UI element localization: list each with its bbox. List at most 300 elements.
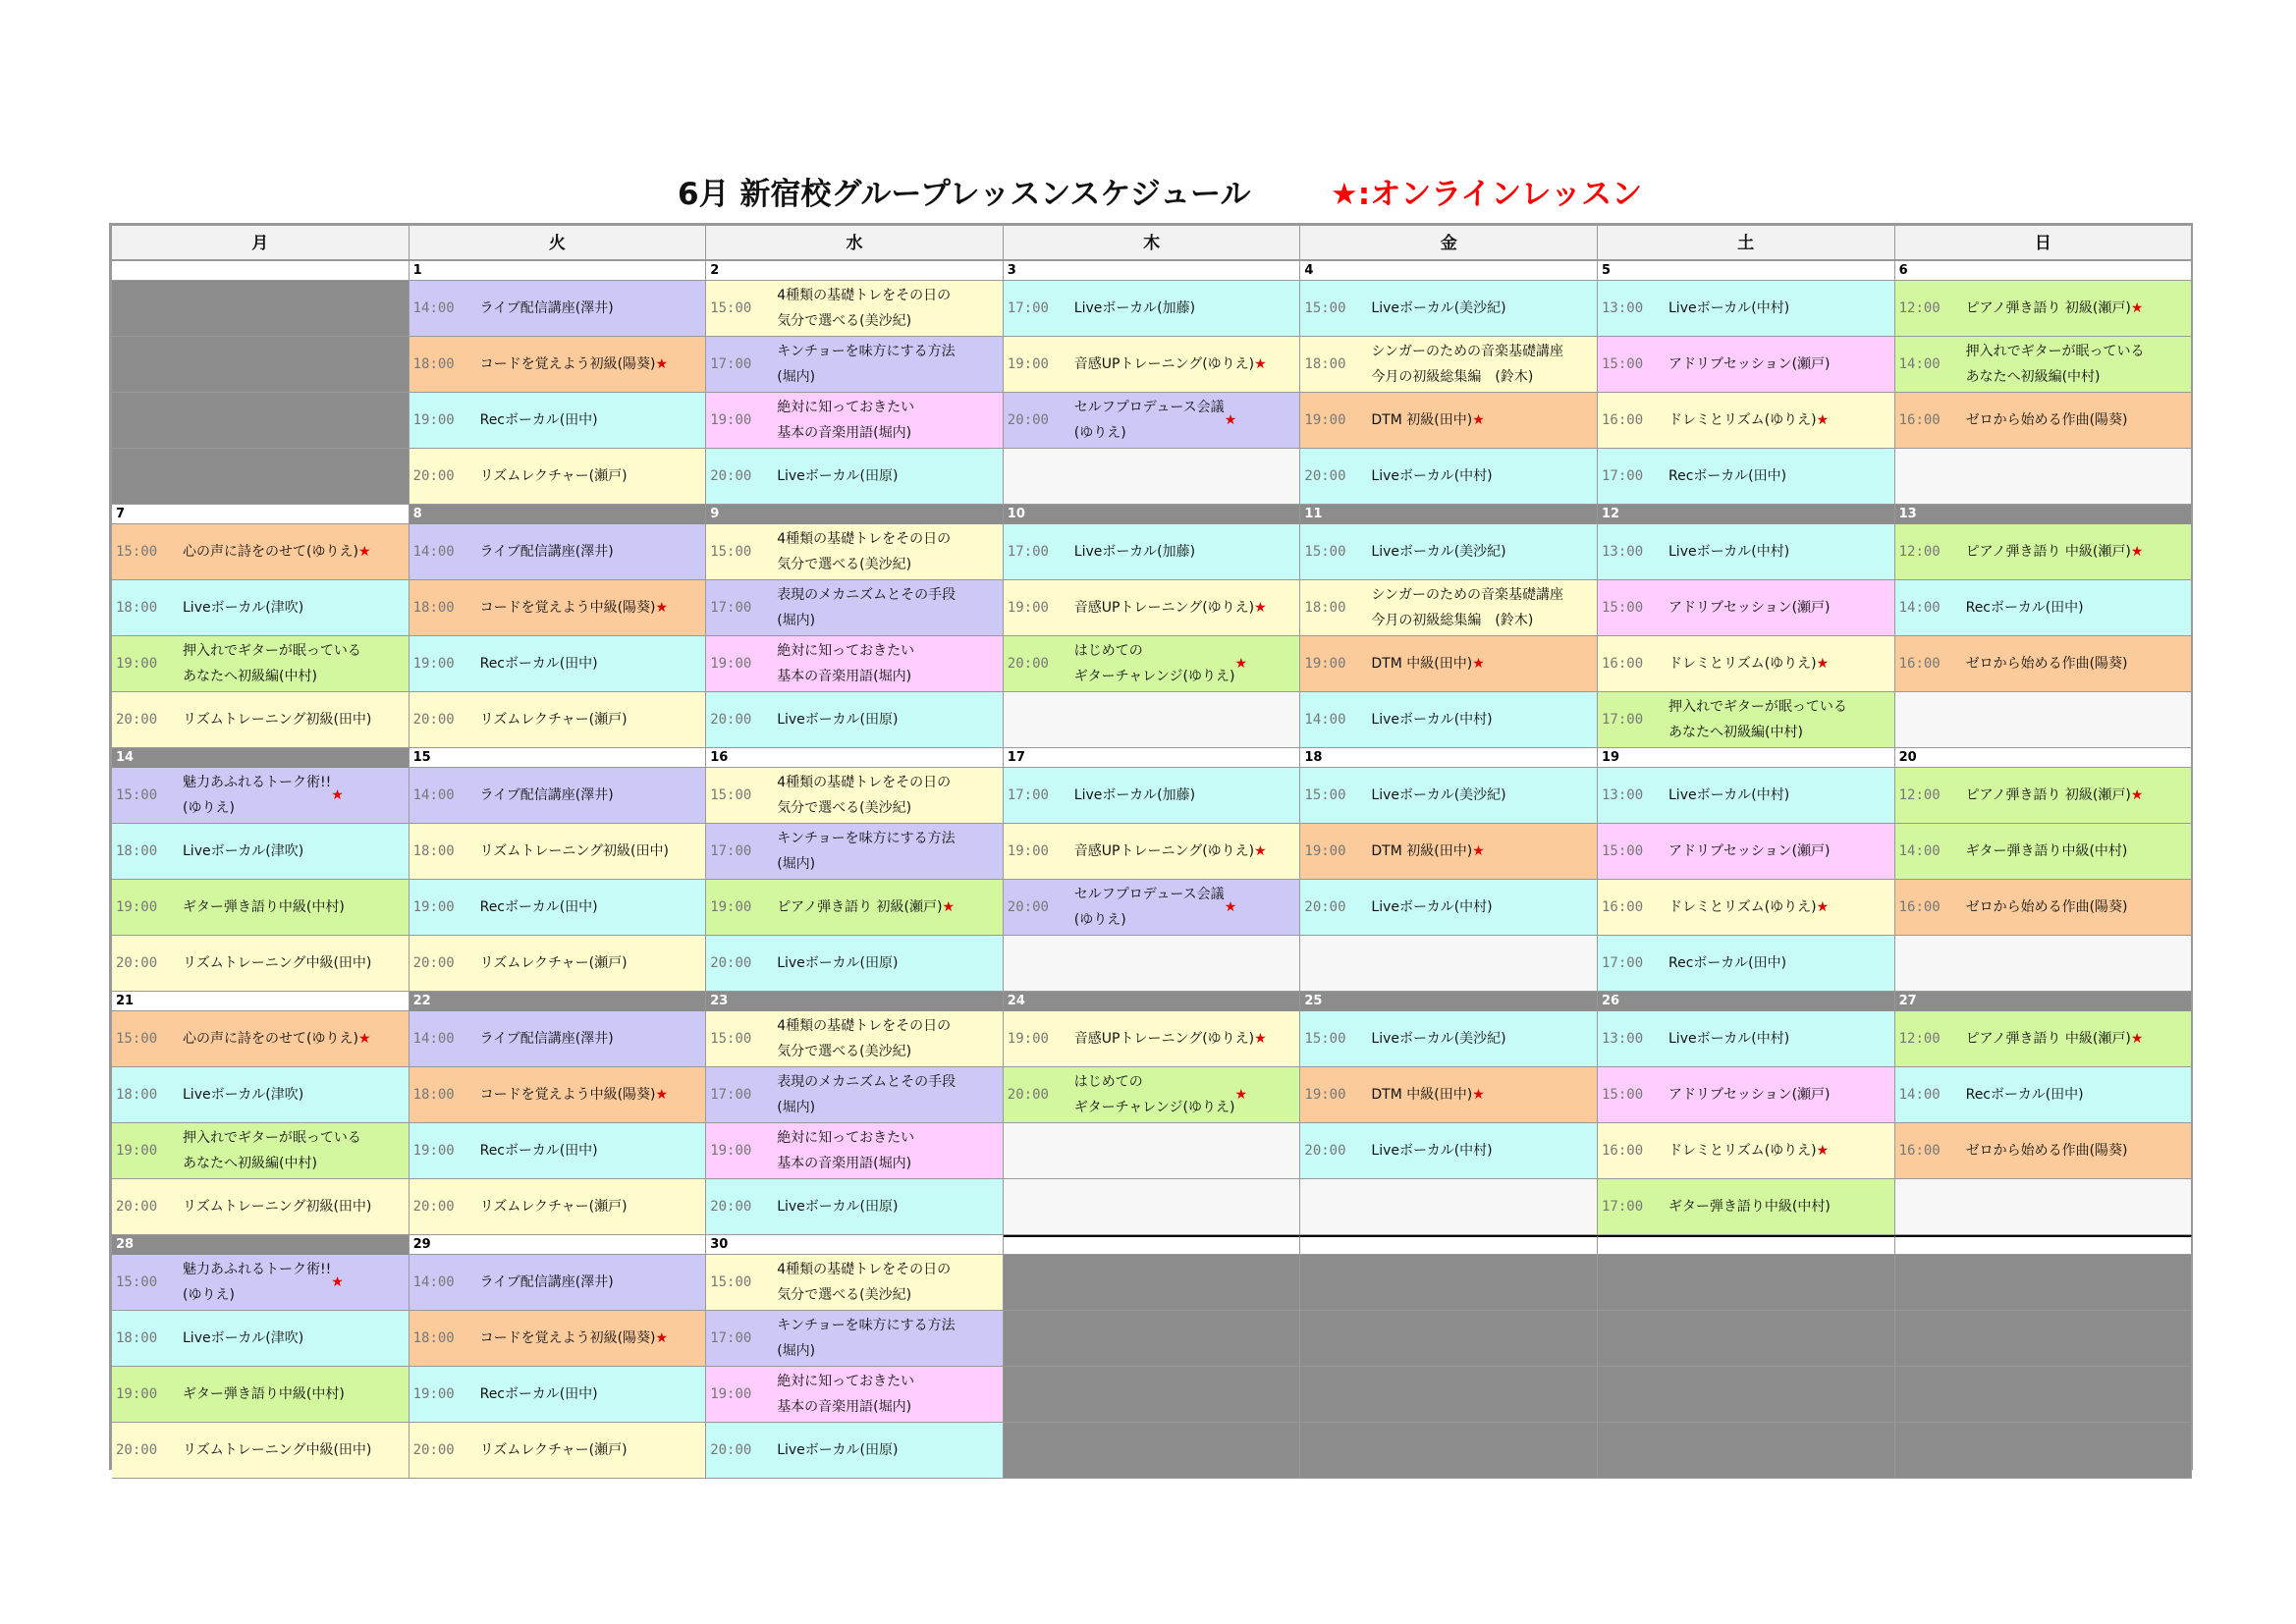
- lesson-time: 13:00: [1602, 1031, 1644, 1047]
- lesson-title: ゼロから始める作曲(陽葵): [1965, 412, 2128, 428]
- lesson-title: ライブ配信講座(澤井): [479, 544, 614, 560]
- lesson-slot: [112, 636, 410, 692]
- lesson-name: [1668, 1011, 1892, 1066]
- lesson-name: [777, 1067, 1001, 1122]
- empty-slot: [1300, 1423, 1598, 1479]
- empty-slot: [1598, 1423, 1895, 1479]
- lesson-name: [480, 768, 704, 823]
- lesson-name: [1668, 524, 1892, 579]
- online-star-icon: ★: [1472, 412, 1485, 428]
- lesson-title: Recボーカル(田中): [479, 899, 598, 915]
- lesson-title: Liveボーカル(中村): [1668, 1031, 1790, 1047]
- lesson-slot: [706, 880, 1004, 936]
- empty-slot: [1895, 1311, 2193, 1367]
- lesson-name: [1371, 281, 1595, 336]
- lesson-title: 押入れでギターが眠っている あなたへ初級編(中村): [1668, 699, 1847, 740]
- lesson-time: 15:00: [710, 1031, 752, 1047]
- lesson-time: 18:00: [116, 1087, 158, 1103]
- lesson-time: 18:00: [116, 843, 158, 859]
- lesson-slot: [706, 1367, 1004, 1423]
- online-star-icon: ★: [1472, 843, 1485, 859]
- empty-slot: [1004, 692, 1301, 748]
- lesson-name: [1668, 880, 1892, 935]
- date-number: 20: [1895, 748, 2193, 768]
- title-bar: [0, 165, 2296, 214]
- lesson-title: Liveボーカル(中村): [1371, 468, 1493, 484]
- lesson-time: 20:00: [1007, 899, 1049, 915]
- lesson-name: [1668, 636, 1892, 691]
- lesson-slot: [706, 936, 1004, 992]
- page-title: 6月 新宿校グループレッスンスケジュール: [678, 177, 1251, 212]
- lesson-slot: [706, 768, 1004, 824]
- lesson-time: 14:00: [412, 300, 455, 316]
- lesson-name: [480, 1011, 704, 1066]
- lesson-title: リズムトレーニング中級(田中): [183, 1442, 372, 1458]
- lesson-slot: [112, 880, 410, 936]
- date-number: [1004, 1235, 1301, 1255]
- lesson-name: [777, 281, 1001, 336]
- date-number: 27: [1895, 992, 2193, 1011]
- lesson-time: 17:00: [1602, 955, 1644, 971]
- lesson-name: [777, 337, 1001, 392]
- lesson-name: [1966, 1067, 2190, 1122]
- lesson-title: ピアノ弾き語り 初級(瀬戸): [1965, 787, 2131, 803]
- online-star-icon: ★: [1816, 899, 1830, 915]
- lesson-slot: [410, 1123, 707, 1179]
- lesson-time: 20:00: [1304, 1143, 1346, 1159]
- lesson-name: [1074, 880, 1298, 935]
- lesson-title: DTM 初級(田中): [1371, 412, 1473, 428]
- lesson-slot: [112, 580, 410, 636]
- schedule-calendar: [109, 223, 2193, 1470]
- lesson-slot: [410, 393, 707, 449]
- lesson-name: [480, 1067, 704, 1122]
- lesson-slot: [1598, 393, 1895, 449]
- lesson-title: 音感UPトレーニング(ゆりえ): [1073, 356, 1255, 372]
- lesson-name: [777, 824, 1001, 879]
- date-number: 7: [112, 505, 410, 524]
- lesson-name: [1371, 580, 1595, 635]
- lesson-name: [1074, 768, 1298, 823]
- lesson-title: ライブ配信講座(澤井): [479, 1031, 614, 1047]
- lesson-name: [183, 1123, 407, 1178]
- lesson-time: 14:00: [412, 1274, 455, 1290]
- lesson-slot: [706, 1011, 1004, 1067]
- lesson-title: Liveボーカル(津吹): [183, 600, 304, 616]
- lesson-time: 20:00: [1007, 1087, 1049, 1103]
- lesson-time: 20:00: [412, 1442, 455, 1458]
- lesson-slot: [1300, 449, 1598, 505]
- lesson-title: ピアノ弾き語り 中級(瀬戸): [1965, 1031, 2131, 1047]
- lesson-name: [183, 636, 407, 691]
- lesson-title: アドリブセッション(瀬戸): [1668, 356, 1831, 372]
- lesson-slot: [410, 692, 707, 748]
- lesson-time: 20:00: [116, 1199, 158, 1215]
- lesson-name: [777, 936, 1001, 991]
- lesson-name: [1668, 1179, 1892, 1234]
- lesson-slot: [1598, 337, 1895, 393]
- lesson-name: [1668, 824, 1892, 879]
- lesson-time: 20:00: [710, 1199, 752, 1215]
- lesson-time: 12:00: [1898, 1031, 1941, 1047]
- lesson-name: [480, 580, 704, 635]
- lesson-title: ピアノ弾き語り 中級(瀬戸): [1965, 544, 2131, 560]
- empty-slot: [1300, 1179, 1598, 1235]
- lesson-title: キンチョーを味方にする方法 (堀内): [777, 831, 956, 872]
- lesson-name: [480, 337, 704, 392]
- lesson-slot: [1598, 1067, 1895, 1123]
- lesson-time: 19:00: [1007, 1031, 1049, 1047]
- lesson-slot: [1598, 580, 1895, 636]
- lesson-time: 16:00: [1602, 656, 1644, 672]
- lesson-title: 押入れでギターが眠っている あなたへ初級編(中村): [183, 1130, 361, 1171]
- lesson-name: [777, 393, 1001, 448]
- lesson-time: 20:00: [710, 468, 752, 484]
- date-number: 18: [1300, 748, 1598, 768]
- lesson-slot: [1598, 1011, 1895, 1067]
- lesson-time: 20:00: [116, 712, 158, 728]
- lesson-name: [777, 1123, 1001, 1178]
- lesson-time: 15:00: [1602, 843, 1644, 859]
- lesson-time: 20:00: [412, 712, 455, 728]
- lesson-slot: [112, 768, 410, 824]
- lesson-slot: [1300, 692, 1598, 748]
- lesson-title: Liveボーカル(中村): [1371, 1143, 1493, 1159]
- lesson-title: Recボーカル(田中): [479, 412, 598, 428]
- lesson-time: 17:00: [1602, 712, 1644, 728]
- lesson-time: 15:00: [1304, 787, 1346, 803]
- lesson-name: [777, 1255, 1001, 1310]
- lesson-name: [1966, 1011, 2190, 1066]
- lesson-time: 18:00: [116, 1330, 158, 1346]
- date-number: 11: [1300, 505, 1598, 524]
- lesson-title: Liveボーカル(田原): [777, 955, 899, 971]
- date-number: 13: [1895, 505, 2193, 524]
- lesson-title: 4種類の基礎トレをその日の 気分で選べる(美沙紀): [777, 775, 952, 816]
- lesson-slot: [1598, 449, 1895, 505]
- lesson-name: [1668, 936, 1892, 991]
- lesson-name: [480, 524, 704, 579]
- online-star-icon: ★: [1816, 412, 1830, 428]
- lesson-time: 14:00: [1898, 843, 1941, 859]
- lesson-title: はじめての ギターチャレンジ(ゆりえ): [1073, 643, 1235, 684]
- lesson-title: Liveボーカル(美沙紀): [1371, 300, 1506, 316]
- empty-slot: [1895, 1367, 2193, 1423]
- online-star-icon: ★: [1254, 843, 1267, 859]
- lesson-name: [1668, 692, 1892, 747]
- lesson-slot: [1004, 337, 1301, 393]
- lesson-title: 4種類の基礎トレをその日の 気分で選べる(美沙紀): [777, 288, 952, 329]
- lesson-title: Liveボーカル(加藤): [1073, 787, 1196, 803]
- lesson-title: リズムレクチャー(瀬戸): [479, 468, 628, 484]
- lesson-slot: [112, 1423, 410, 1479]
- lesson-slot: [410, 1067, 707, 1123]
- lesson-time: 16:00: [1898, 412, 1941, 428]
- empty-slot: [1895, 936, 2193, 992]
- date-number: 22: [410, 992, 707, 1011]
- lesson-time: 15:00: [116, 787, 158, 803]
- lesson-slot: [1004, 636, 1301, 692]
- lesson-name: [1668, 580, 1892, 635]
- date-number: 16: [706, 748, 1004, 768]
- lesson-title: キンチョーを味方にする方法 (堀内): [777, 344, 956, 385]
- lesson-slot: [706, 524, 1004, 580]
- lesson-title: セルフプロデュース会議 (ゆりえ): [1073, 400, 1225, 441]
- lesson-title: ゼロから始める作曲(陽葵): [1965, 1143, 2128, 1159]
- lesson-slot: [410, 824, 707, 880]
- empty-slot: [1300, 1311, 1598, 1367]
- lesson-time: 15:00: [116, 1031, 158, 1047]
- lesson-time: 17:00: [1007, 787, 1049, 803]
- date-number: 30: [706, 1235, 1004, 1255]
- lesson-title: DTM 中級(田中): [1371, 656, 1473, 672]
- lesson-slot: [410, 936, 707, 992]
- lesson-time: 19:00: [1304, 412, 1346, 428]
- lesson-title: Liveボーカル(中村): [1668, 300, 1790, 316]
- lesson-slot: [1895, 524, 2193, 580]
- lesson-slot: [1300, 337, 1598, 393]
- lesson-slot: [1300, 524, 1598, 580]
- lesson-title: Liveボーカル(津吹): [183, 1330, 304, 1346]
- lesson-name: [777, 524, 1001, 579]
- lesson-time: 18:00: [1304, 600, 1346, 616]
- lesson-title: コードを覚えよう中級(陽葵): [479, 1087, 656, 1103]
- lesson-name: [1074, 824, 1298, 879]
- lesson-slot: [410, 580, 707, 636]
- lesson-slot: [112, 936, 410, 992]
- lesson-slot: [410, 1011, 707, 1067]
- lesson-name: [1966, 1123, 2190, 1178]
- lesson-title: ピアノ弾き語り 初級(瀬戸): [1965, 300, 2131, 316]
- lesson-time: 20:00: [710, 712, 752, 728]
- online-star-icon: ★: [1234, 656, 1248, 672]
- lesson-slot: [112, 1011, 410, 1067]
- day-header: 金: [1300, 226, 1598, 261]
- empty-slot: [1004, 1311, 1301, 1367]
- lesson-time: 17:00: [710, 600, 752, 616]
- lesson-slot: [1598, 824, 1895, 880]
- lesson-time: 18:00: [412, 356, 455, 372]
- empty-slot: [1004, 1255, 1301, 1311]
- lesson-time: 17:00: [710, 1087, 752, 1103]
- lesson-slot: [1895, 880, 2193, 936]
- lesson-title: ライブ配信講座(澤井): [479, 1274, 614, 1290]
- lesson-time: 18:00: [412, 1087, 455, 1103]
- lesson-time: 15:00: [1304, 300, 1346, 316]
- lesson-title: 音感UPトレーニング(ゆりえ): [1073, 1031, 1255, 1047]
- lesson-slot: [1895, 393, 2193, 449]
- lesson-slot: [410, 1367, 707, 1423]
- lesson-title: 4種類の基礎トレをその日の 気分で選べる(美沙紀): [777, 531, 952, 572]
- lesson-name: [480, 824, 704, 879]
- lesson-title: シンガーのための音楽基礎講座 今月の初級総集編 (鈴木): [1371, 587, 1564, 628]
- online-star-icon: ★: [942, 899, 956, 915]
- lesson-time: 17:00: [1007, 544, 1049, 560]
- lesson-title: 絶対に知っておきたい 基本の音楽用語(堀内): [777, 1374, 915, 1415]
- lesson-title: ドレミとリズム(ゆりえ): [1668, 899, 1817, 915]
- lesson-time: 12:00: [1898, 300, 1941, 316]
- lesson-name: [183, 1067, 407, 1122]
- lesson-slot: [1300, 580, 1598, 636]
- lesson-title: DTM 中級(田中): [1371, 1087, 1473, 1103]
- online-star-icon: ★: [655, 356, 669, 372]
- lesson-name: [183, 936, 407, 991]
- lesson-time: 12:00: [1898, 544, 1941, 560]
- lesson-name: [1371, 636, 1595, 691]
- lesson-slot: [706, 337, 1004, 393]
- empty-slot: [1895, 1179, 2193, 1235]
- lesson-time: 19:00: [116, 656, 158, 672]
- online-lesson-legend: ★:オンラインレッスン: [1331, 177, 1643, 212]
- day-header: 月: [112, 226, 410, 261]
- lesson-name: [1371, 768, 1595, 823]
- date-number: 10: [1004, 505, 1301, 524]
- lesson-time: 16:00: [1898, 656, 1941, 672]
- lesson-slot: [1895, 1011, 2193, 1067]
- lesson-name: [183, 692, 407, 747]
- lesson-name: [1668, 1067, 1892, 1122]
- lesson-slot: [706, 636, 1004, 692]
- lesson-time: 20:00: [1304, 468, 1346, 484]
- lesson-title: ギター弾き語り中級(中村): [1668, 1199, 1831, 1215]
- lesson-title: ピアノ弾き語り 初級(瀬戸): [777, 899, 943, 915]
- lesson-time: 19:00: [710, 1143, 752, 1159]
- lesson-slot: [1895, 337, 2193, 393]
- lesson-name: [1668, 1123, 1892, 1178]
- lesson-title: Recボーカル(田中): [1668, 468, 1787, 484]
- lesson-slot: [410, 1423, 707, 1479]
- lesson-title: リズムトレーニング中級(田中): [183, 955, 372, 971]
- lesson-time: 19:00: [710, 412, 752, 428]
- lesson-slot: [1598, 524, 1895, 580]
- lesson-name: [1371, 824, 1595, 879]
- lesson-time: 15:00: [116, 1274, 158, 1290]
- empty-slot: [1004, 1179, 1301, 1235]
- lesson-time: 19:00: [710, 656, 752, 672]
- online-star-icon: ★: [331, 1274, 344, 1290]
- lesson-title: 絶対に知っておきたい 基本の音楽用語(堀内): [777, 1130, 915, 1171]
- date-number: 12: [1598, 505, 1895, 524]
- empty-slot: [1598, 1255, 1895, 1311]
- lesson-slot: [112, 1179, 410, 1235]
- lesson-name: [480, 692, 704, 747]
- lesson-name: [1371, 1011, 1595, 1066]
- lesson-time: 20:00: [412, 1199, 455, 1215]
- lesson-name: [183, 824, 407, 879]
- lesson-slot: [1598, 1179, 1895, 1235]
- lesson-name: [1371, 393, 1595, 448]
- lesson-slot: [410, 636, 707, 692]
- empty-slot: [1895, 449, 2193, 505]
- lesson-slot: [1004, 393, 1301, 449]
- lesson-name: [183, 1011, 407, 1066]
- lesson-name: [777, 1179, 1001, 1234]
- date-number: 4: [1300, 261, 1598, 281]
- lesson-time: 13:00: [1602, 544, 1644, 560]
- lesson-title: リズムレクチャー(瀬戸): [479, 955, 628, 971]
- lesson-title: はじめての ギターチャレンジ(ゆりえ): [1073, 1074, 1235, 1115]
- lesson-slot: [1300, 1123, 1598, 1179]
- lesson-time: 15:00: [1304, 544, 1346, 560]
- lesson-time: 20:00: [710, 1442, 752, 1458]
- lesson-time: 18:00: [412, 600, 455, 616]
- empty-slot: [112, 393, 410, 449]
- lesson-title: Liveボーカル(津吹): [183, 843, 304, 859]
- lesson-title: セルフプロデュース会議 (ゆりえ): [1073, 887, 1225, 928]
- lesson-time: 17:00: [1602, 468, 1644, 484]
- lesson-title: Liveボーカル(田原): [777, 468, 899, 484]
- lesson-time: 19:00: [412, 1143, 455, 1159]
- lesson-name: [1966, 880, 2190, 935]
- empty-slot: [1895, 692, 2193, 748]
- lesson-name: [777, 692, 1001, 747]
- lesson-title: リズムレクチャー(瀬戸): [479, 1199, 628, 1215]
- lesson-slot: [112, 1311, 410, 1367]
- lesson-name: [183, 768, 407, 823]
- lesson-name: [1668, 393, 1892, 448]
- lesson-time: 14:00: [412, 1031, 455, 1047]
- lesson-time: 15:00: [1602, 1087, 1644, 1103]
- lesson-name: [777, 1311, 1001, 1366]
- lesson-name: [777, 1423, 1001, 1478]
- lesson-name: [183, 1367, 407, 1422]
- online-star-icon: ★: [1254, 356, 1267, 372]
- lesson-title: リズムレクチャー(瀬戸): [479, 712, 628, 728]
- date-number: 26: [1598, 992, 1895, 1011]
- lesson-time: 19:00: [1304, 1087, 1346, 1103]
- date-number: 2: [706, 261, 1004, 281]
- lesson-slot: [1300, 1067, 1598, 1123]
- lesson-name: [1074, 580, 1298, 635]
- lesson-time: 14:00: [1898, 600, 1941, 616]
- lesson-time: 20:00: [412, 468, 455, 484]
- lesson-title: Liveボーカル(田原): [777, 712, 899, 728]
- lesson-title: 4種類の基礎トレをその日の 気分で選べる(美沙紀): [777, 1018, 952, 1059]
- online-star-icon: ★: [1816, 1143, 1830, 1159]
- lesson-time: 20:00: [1304, 899, 1346, 915]
- lesson-slot: [1004, 880, 1301, 936]
- online-star-icon: ★: [655, 1087, 669, 1103]
- lesson-name: [1371, 880, 1595, 935]
- lesson-title: コードを覚えよう初級(陽葵): [479, 356, 656, 372]
- lesson-title: 押入れでギターが眠っている あなたへ初級編(中村): [1965, 344, 2145, 385]
- lesson-name: [1371, 337, 1595, 392]
- online-star-icon: ★: [1254, 600, 1267, 616]
- lesson-time: 19:00: [710, 899, 752, 915]
- lesson-title: Recボーカル(田中): [1965, 1087, 2084, 1103]
- lesson-title: Recボーカル(田中): [1668, 955, 1787, 971]
- lesson-name: [480, 393, 704, 448]
- lesson-slot: [1300, 636, 1598, 692]
- lesson-slot: [1004, 1067, 1301, 1123]
- empty-slot: [1300, 936, 1598, 992]
- lesson-time: 18:00: [412, 1330, 455, 1346]
- lesson-slot: [706, 692, 1004, 748]
- lesson-title: 心の声に詩をのせて(ゆりえ): [183, 1031, 358, 1047]
- online-star-icon: ★: [2130, 1031, 2144, 1047]
- lesson-time: 15:00: [1602, 600, 1644, 616]
- lesson-time: 17:00: [710, 843, 752, 859]
- lesson-title: Liveボーカル(加藤): [1073, 544, 1196, 560]
- lesson-title: Recボーカル(田中): [479, 1143, 598, 1159]
- lesson-name: [480, 1179, 704, 1234]
- lesson-title: Recボーカル(田中): [1965, 600, 2084, 616]
- date-number: 24: [1004, 992, 1301, 1011]
- lesson-title: Liveボーカル(田原): [777, 1442, 899, 1458]
- lesson-title: 絶対に知っておきたい 基本の音楽用語(堀内): [777, 643, 915, 684]
- lesson-slot: [112, 824, 410, 880]
- lesson-time: 14:00: [1304, 712, 1346, 728]
